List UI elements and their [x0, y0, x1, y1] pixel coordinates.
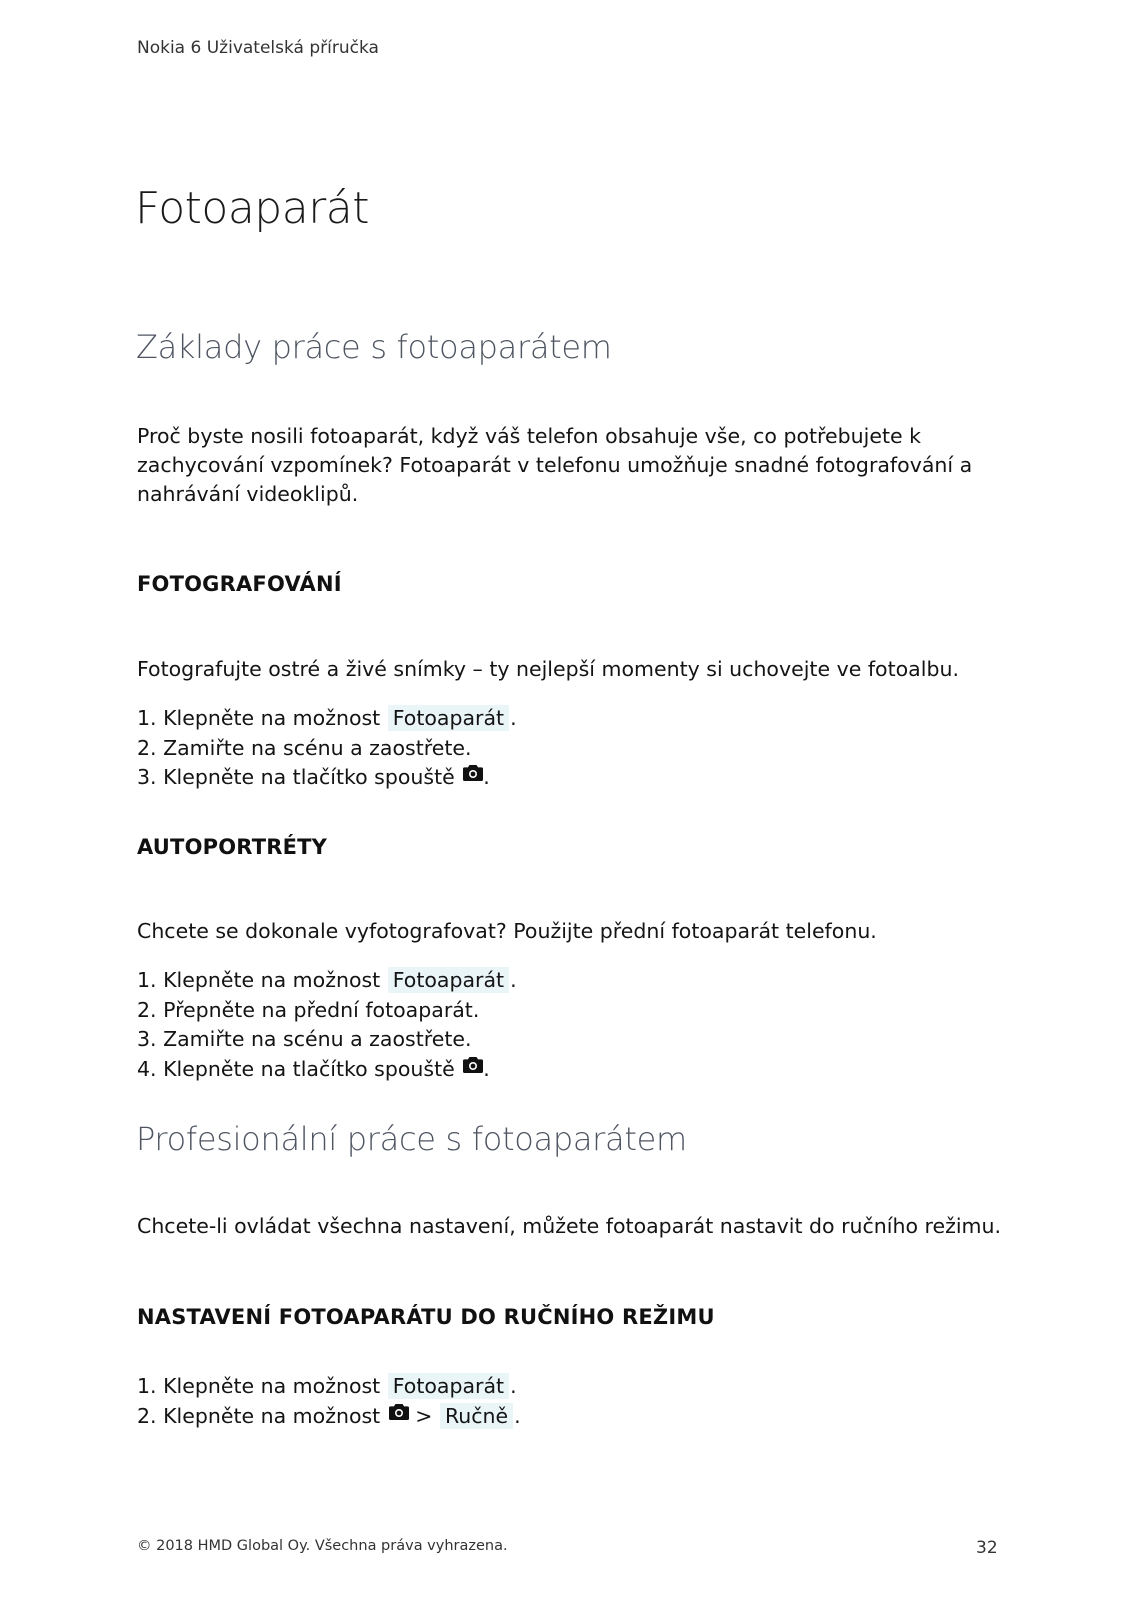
list-item	[137, 966, 517, 996]
step-punctuation: .	[510, 706, 517, 730]
photography-steps	[137, 704, 517, 793]
copyright-notice: © 2018 HMD Global Oy. Všechna práva vyhrazena.	[137, 1538, 508, 1554]
step-punctuation: .	[510, 968, 517, 992]
photography-description: Fotografujte ostré a živé snímky – ty nejlepší momenty si uchovejte ve fotoalbu.	[137, 657, 959, 681]
subheading-photography: FOTOGRAFOVÁNÍ	[137, 572, 342, 596]
step-punctuation: .	[510, 1374, 517, 1398]
ui-term-camera: Fotoaparát	[388, 967, 509, 993]
basics-intro-line-2: zachycování vzpomínek? Fotoaparát v telefonu umožňuje snadné fotografování a	[137, 453, 973, 477]
list-item	[137, 1055, 517, 1085]
subheading-selfies: AUTOPORTRÉTY	[137, 835, 328, 859]
step-punctuation: .	[483, 765, 490, 789]
list-item: 2. Zamiřte na scénu a zaostřete.	[137, 735, 472, 760]
ui-term-camera: Fotoaparát	[388, 705, 509, 731]
step-punctuation: .	[514, 1403, 521, 1428]
step-text: 1. Klepněte na možnost	[137, 968, 387, 992]
list-item: 2. Přepněte na přední fotoaparát.	[137, 997, 480, 1022]
step-text: 1. Klepněte na možnost	[137, 1374, 387, 1398]
list-item	[137, 1372, 521, 1402]
subheading-manual-mode: NASTAVENÍ FOTOAPARÁTU DO RUČNÍHO REŽIMU	[137, 1305, 715, 1329]
step-punctuation: .	[483, 1056, 490, 1081]
step-text: 2. Klepněte na možnost	[137, 1403, 387, 1428]
selfie-steps	[137, 966, 517, 1084]
chapter-title: Fotoaparát	[135, 183, 369, 234]
camera-icon	[463, 1056, 483, 1073]
page-number: 32	[976, 1538, 998, 1558]
camera-icon	[389, 1403, 409, 1420]
section-title-pro: Profesionální práce s fotoaparátem	[136, 1120, 687, 1158]
document-header: Nokia 6 Uživatelská příručka	[137, 38, 379, 58]
basics-intro-line-1: Proč byste nosili fotoaparát, když váš telefon obsahuje vše, co potřebujete k	[137, 424, 921, 448]
step-text: 1. Klepněte na možnost	[137, 706, 387, 730]
basics-intro-line-3: nahrávání videoklipů.	[137, 482, 359, 506]
basics-intro	[137, 422, 1017, 509]
step-text: 4. Klepněte na tlačítko spouště	[137, 1056, 462, 1081]
list-item	[137, 763, 517, 793]
section-title-basics: Základy práce s fotoaparátem	[136, 328, 612, 366]
ui-term-manual: Ručně	[440, 1403, 513, 1429]
list-item	[137, 704, 517, 734]
list-item: 3. Zamiřte na scénu a zaostřete.	[137, 1027, 472, 1051]
menu-separator: >	[408, 1403, 439, 1428]
selfies-description: Chcete se dokonale vyfotografovat? Použijte přední fotoaparát telefonu.	[137, 919, 877, 943]
step-text: 3. Klepněte na tlačítko spouště	[137, 765, 462, 789]
camera-icon	[463, 764, 483, 781]
manual-mode-steps	[137, 1372, 521, 1431]
pro-intro: Chcete-li ovládat všechna nastavení, můžete fotoaparát nastavit do ručního režimu.	[137, 1214, 1002, 1238]
ui-term-camera: Fotoaparát	[388, 1373, 509, 1399]
list-item	[137, 1402, 521, 1432]
